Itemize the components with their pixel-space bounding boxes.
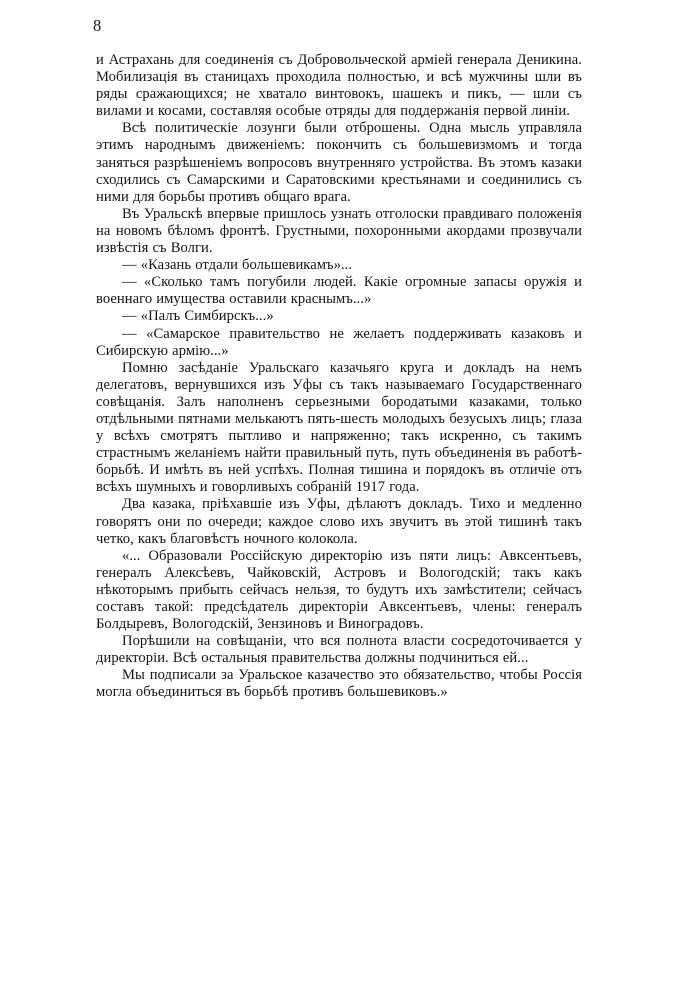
dialogue-line: — «Казань отдали большевикамъ»... xyxy=(122,257,353,274)
quoted-paragraph: Мы подписали за Уральское казачество это обязательство, чтобы Россія могла объединиться въ борьбѣ противъ большевиковъ.» xyxy=(96,667,582,701)
paragraph: Въ Уральскѣ впервые пришлось узнать отголоски правдиваго положенія на новомъ бѣломъ фронтѣ. Грустными, похоронными акордами прозвучали извѣстія съ Волги. xyxy=(96,205,582,257)
paragraph: Помню засѣданіе Уральскаго казачьяго круга и докладъ на немъ делегатовъ, вернувшихся изъ Уфы съ такъ называемаго Государственнаго совѣщанія. Залъ наполненъ серьезными бородатыми казаками, только отдѣльными пятнами мелькаютъ пять-шесть молодыхъ безусыхъ лицъ; глаза у всѣхъ смотрятъ пытливо и напряженно; такъ искренно, съ такимъ страстнымъ желаніемъ найти правильный путь, путь объединенія въ работѣ-борьбѣ. И имѣть въ ней успѣхъ. Полная тишина и порядокъ въ отличіе отъ всѣхъ шумныхъ и говорливыхъ собраній 1917 года. xyxy=(96,359,582,496)
text-block xyxy=(96,52,582,702)
dialogue-line: — «Самарское правительство не желаетъ поддерживать казаковъ и Сибирскую армію...» xyxy=(96,325,582,359)
paragraph: Всѣ политическіе лозунги были отброшены. Одна мысль управляла этимъ народнымъ движеніемъ: покончить съ большевизмомъ и тогда заняться разрѣшеніемъ вопросовъ внутренняго устройства. Въ этомъ казаки сходились съ Самарскими и Саратовскими крестьянами и соединились съ ними для борьбы противъ общаго врага. xyxy=(96,120,582,205)
dialogue-line: — «Палъ Симбирскъ...» xyxy=(122,308,274,325)
quoted-paragraph: «... Образовали Россійскую директорію изъ пяти лицъ: Авксентьевъ, генералъ Алексѣевъ, Чайковскій, Астровъ и Вологодскій; такъ какъ нѣкоторымъ прибыть сейчасъ нельзя, то будутъ ихъ замѣстители; сейчасъ составъ такой: предсѣдатель директоріи Авксентьевъ, члены: генералъ Болдыревъ, Вологодскій, Зензиновъ и Виноградовъ. xyxy=(96,547,582,633)
quoted-paragraph: Порѣшили на совѣщаніи, что вся полнота власти сосредоточивается у директоріи. Всѣ остальныя правительства должны подчиниться ей... xyxy=(96,633,582,667)
paragraph: Два казака, пріѣхавшіе изъ Уфы, дѣлаютъ докладъ. Тихо и медленно говорятъ они по очереди; каждое слово ихъ звучитъ въ этой тишинѣ такъ четко, какъ благовѣстъ ночного колокола. xyxy=(96,496,582,547)
dialogue-line: — «Сколько тамъ погубили людей. Какіе огромные запасы оружія и военнаго имущества оставили краснымъ...» xyxy=(96,274,582,308)
page-number: 8 xyxy=(93,16,102,35)
paragraph: и Астрахань для соединенія съ Добровольческой арміей генерала Деникина. Мобилизація въ станицахъ проходила полностью, и всѣ мужчины шли въ ряды сражающихся; не хватало винтовокъ, шашекъ и пикъ, — шли съ вилами и косами, составляя особые отряды для поддержанія первой линіи. xyxy=(96,52,582,120)
